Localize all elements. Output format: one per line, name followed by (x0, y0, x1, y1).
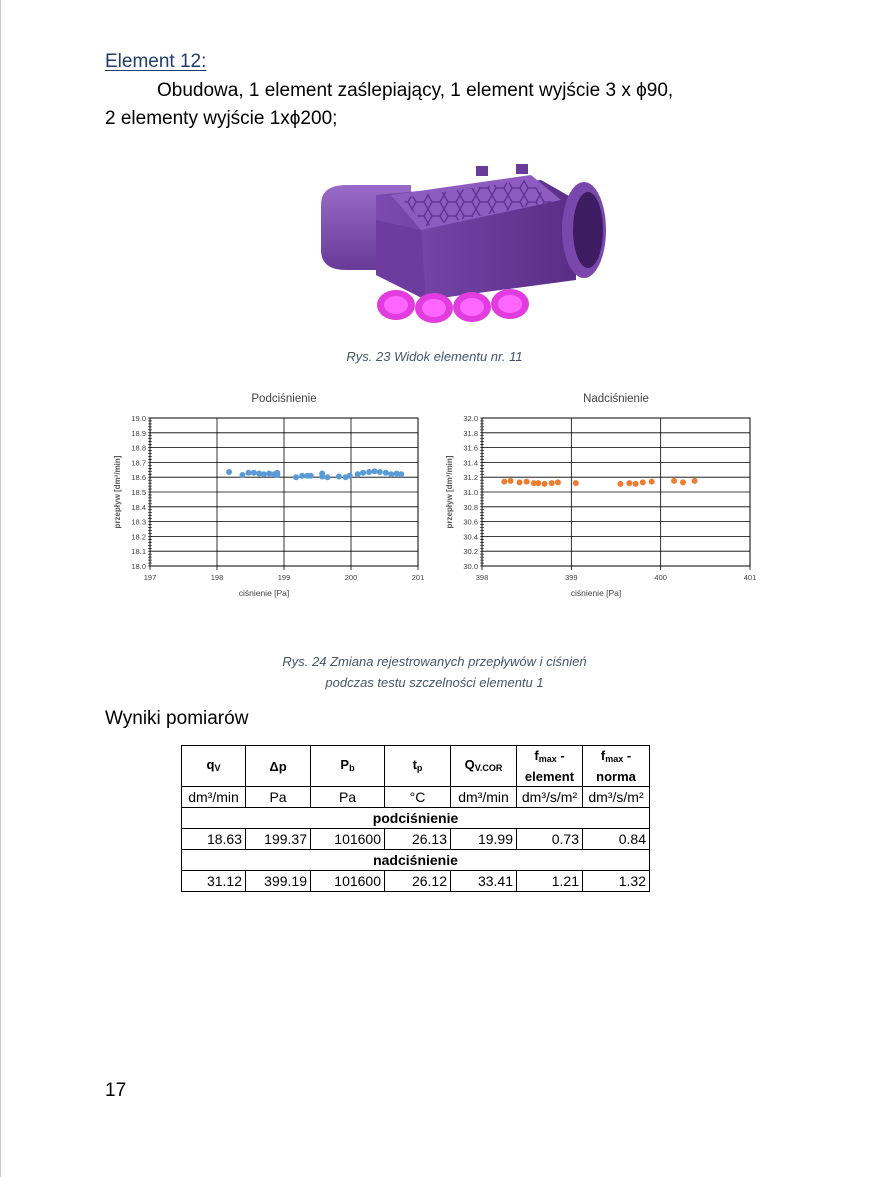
page-left-edge (0, 0, 1, 1177)
header-fmax-element: $f_{max}$ - element (517, 746, 583, 787)
y-tick-label: 31.4 (463, 458, 478, 468)
figure-23-caption: Rys. 23 Widok elementu nr. 11 (346, 349, 523, 364)
table-group-row (182, 850, 650, 871)
y-tick-label: 19.0 (131, 414, 146, 423)
data-point (573, 480, 579, 486)
data-point (299, 473, 305, 479)
y-tick-label: 31.6 (463, 443, 478, 453)
x-tick-label: 200 (344, 573, 358, 582)
x-axis-label: ciśnienie [Pa] (238, 588, 290, 598)
table-row (182, 871, 650, 892)
y-tick-label: 18.2 (131, 532, 146, 542)
data-point (347, 473, 353, 479)
data-point (366, 469, 372, 475)
data-point (617, 481, 623, 487)
y-tick-label: 18.5 (131, 488, 146, 497)
table-group-row (182, 808, 650, 829)
x-tick-label: 400 (654, 573, 667, 582)
y-tick-label: 30.4 (463, 532, 478, 542)
y-axis-label: przepływ [dm³/min] (113, 455, 122, 529)
page-number: 17 (105, 1080, 127, 1101)
header-qvcor: $Q_{V.COR}$ (451, 746, 517, 787)
value-cell: 19.99 (451, 829, 517, 850)
x-tick-label: 201 (411, 573, 425, 582)
figure-24-caption-line-2: podczas testu szczelności elementu 1 (325, 675, 544, 690)
x-tick-label: 198 (210, 573, 224, 582)
x-axis-label: ciśnienie [Pa] (570, 588, 622, 598)
data-point (274, 472, 280, 478)
data-point (555, 479, 561, 485)
data-point (542, 481, 548, 487)
data-point (388, 471, 394, 477)
data-point (251, 470, 257, 476)
data-point (508, 478, 514, 484)
value-cell: 399.19 (246, 871, 311, 892)
y-tick-label: 30.8 (463, 502, 478, 512)
x-tick-label: 197 (143, 573, 157, 582)
data-point (239, 472, 245, 478)
value-cell: 0.73 (517, 829, 583, 850)
element-photo (316, 160, 609, 335)
header-tp: $t_p$ (385, 746, 451, 787)
data-point (671, 478, 677, 484)
x-tick-label: 401 (743, 573, 757, 582)
description-line-2: 2 elementy wyjście 1xϕ200; (105, 108, 338, 129)
value-cell: 31.12 (182, 871, 246, 892)
unit-cell: dm³/min (182, 787, 246, 808)
header-fmax-norma: $f_{max}$ - norma (583, 746, 650, 787)
y-tick-label: 18.9 (131, 428, 146, 438)
y-tick-label: 18.1 (131, 547, 146, 557)
y-tick-label: 30.2 (463, 547, 478, 557)
header-dp: Δp (246, 746, 311, 787)
data-point (640, 479, 646, 485)
data-point (377, 469, 383, 475)
data-point (371, 468, 377, 474)
table-units-row (182, 787, 650, 808)
data-point (535, 480, 541, 486)
value-cell: 199.37 (246, 829, 311, 850)
results-table (181, 745, 650, 892)
y-tick-label: 18.7 (131, 458, 146, 468)
data-point (360, 470, 366, 476)
table-header-row (182, 746, 650, 787)
section-title: Wyniki pomiarów (105, 708, 249, 729)
data-point (319, 473, 325, 479)
y-tick-label: 31.0 (463, 488, 478, 497)
y-tick-label: 32.0 (463, 414, 478, 423)
unit-cell: °C (385, 787, 451, 808)
y-tick-label: 30.0 (463, 562, 478, 571)
value-cell: 1.32 (583, 871, 650, 892)
unit-cell: Pa (311, 787, 385, 808)
header-qv: $q_V$ (182, 746, 246, 787)
data-point (524, 479, 530, 485)
table-row (182, 829, 650, 850)
data-point (293, 474, 299, 480)
chart-title: Podciśnienie (251, 393, 317, 405)
value-cell: 1.21 (517, 871, 583, 892)
data-point (626, 480, 632, 486)
y-tick-label: 18.3 (131, 517, 146, 527)
value-cell: 33.41 (451, 871, 517, 892)
unit-cell: dm³/min (451, 787, 517, 808)
x-tick-label: 399 (565, 573, 578, 582)
value-cell: 18.63 (182, 829, 246, 850)
x-tick-label: 398 (475, 573, 489, 582)
chart-podcisnienie (108, 385, 433, 605)
data-point (383, 470, 389, 476)
unit-cell: dm³/s/m² (583, 787, 650, 808)
y-axis-label: przepływ [dm³/min] (445, 455, 454, 529)
data-point (325, 474, 331, 480)
value-cell: 0.84 (583, 829, 650, 850)
y-tick-label: 18.6 (131, 473, 146, 483)
y-tick-label: 31.8 (463, 428, 478, 438)
data-point (517, 479, 523, 485)
element-heading: Element 12: (105, 51, 207, 72)
y-tick-label: 18.8 (131, 443, 146, 453)
value-cell: 101600 (311, 829, 385, 850)
data-point (355, 471, 361, 477)
data-point (692, 478, 698, 484)
chart-title: Nadciśnienie (583, 393, 649, 405)
data-point (308, 473, 314, 479)
description-line-1: Obudowa, 1 element zaślepiający, 1 element wyjście 3 x ϕ90, (157, 80, 674, 101)
data-point (633, 481, 639, 487)
data-point (649, 479, 655, 485)
unit-cell: dm³/s/m² (517, 787, 583, 808)
y-tick-label: 18.0 (131, 562, 146, 571)
y-tick-label: 18.4 (131, 502, 146, 512)
value-cell: 101600 (311, 871, 385, 892)
data-point (245, 470, 251, 476)
unit-cell: Pa (246, 787, 311, 808)
data-point (398, 471, 404, 477)
figure-24-caption-line-1: Rys. 24 Zmiana rejestrowanych przepływów i ciśnień (282, 654, 587, 669)
group-podcisnienie: podciśnienie (182, 808, 650, 829)
data-point (549, 480, 555, 486)
group-nadcisnienie: nadciśnienie (182, 850, 650, 871)
value-cell: 26.12 (385, 871, 451, 892)
y-tick-label: 30.6 (463, 517, 478, 527)
chart-nadcisnienie (440, 385, 765, 605)
data-point (261, 471, 267, 477)
data-point (501, 479, 507, 485)
value-cell: 26.13 (385, 829, 451, 850)
data-point (680, 479, 686, 485)
header-pb: $P_b$ (311, 746, 385, 787)
data-point (226, 469, 232, 475)
x-tick-label: 199 (277, 573, 291, 582)
y-tick-label: 31.2 (463, 473, 478, 483)
data-point (336, 473, 342, 479)
